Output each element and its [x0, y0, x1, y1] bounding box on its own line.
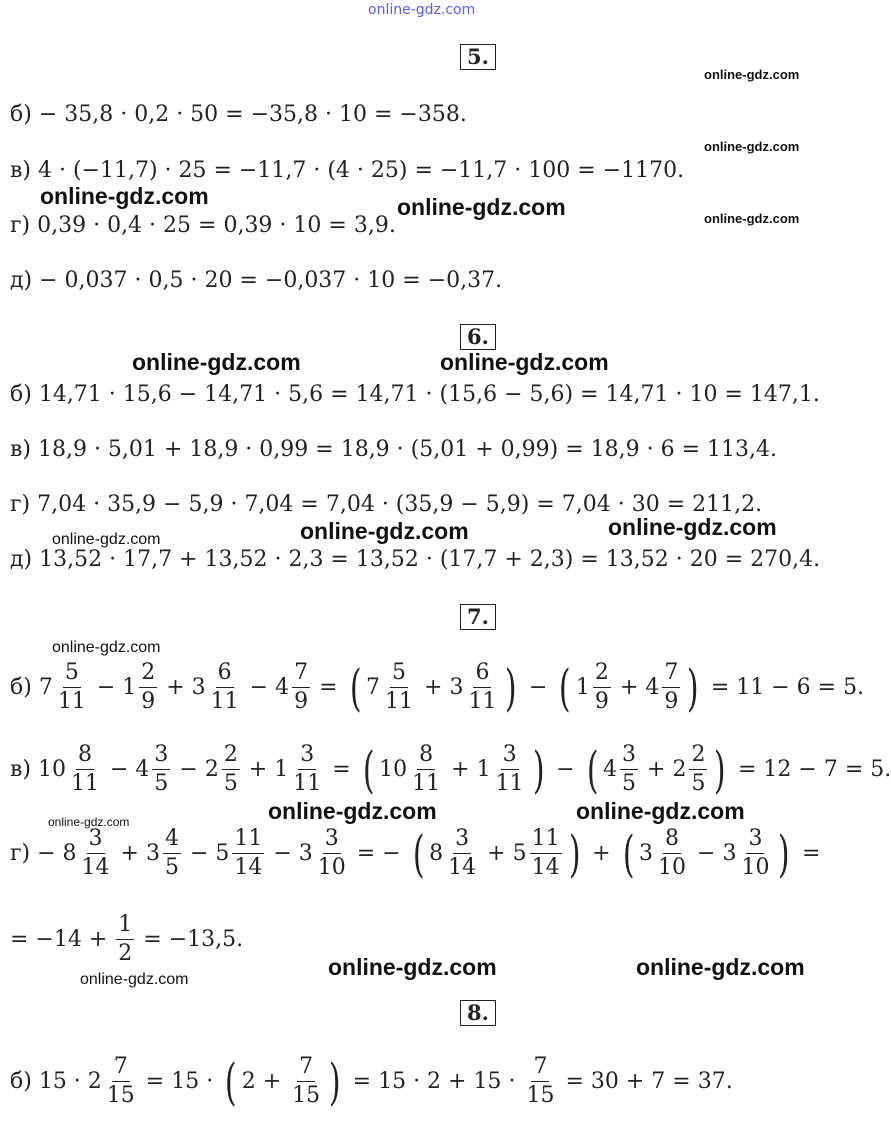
watermark[interactable]: online-gdz.com: [52, 531, 161, 548]
task-5-line-v: в) 4 · (−11,7) · 25 = −11,7 · (4 · 25) = −11,7 · 100 = −1170.: [10, 158, 685, 183]
tail-equals: =: [801, 841, 821, 866]
item-label: в): [10, 757, 31, 782]
result: = 30 + 7 = 37.: [565, 1069, 733, 1094]
watermark[interactable]: online-gdz.com: [328, 954, 497, 980]
watermark[interactable]: online-gdz.com: [704, 139, 800, 154]
watermark[interactable]: online-gdz.com: [576, 798, 745, 824]
result: = 12 − 7 = 5.: [737, 757, 891, 782]
task-5-line-b: б) − 35,8 · 0,2 · 50 = −35,8 · 10 = −358.: [10, 102, 467, 127]
task-5-line-g: г) 0,39 · 0,4 · 25 = 0,39 · 10 = 3,9.: [10, 213, 396, 238]
task-7-line-g-continued: = −14 + $\frac{1}{2}$ = −13,5.: [10, 912, 244, 966]
task-6-line-v: в) 18,9 · 5,01 + 18,9 · 0,99 = 18,9 · (5,01 + 0,99) = 18,9 · 6 = 113,4.: [10, 437, 777, 462]
task-5-number: 5.: [460, 44, 496, 70]
watermark[interactable]: online-gdz.com: [608, 514, 777, 540]
watermark[interactable]: online-gdz.com: [268, 798, 437, 824]
watermark[interactable]: online-gdz.com: [636, 954, 805, 980]
task-7-line-b: б) 7 5 11 − 1 2 9 + 3 6 11 − 4 7 9 = ( 7 5 11 + 3 6 11 ) − ( 1 2 9 + 4 7 9 ) = 11 − 6 = 5.: [10, 658, 865, 717]
watermark[interactable]: online-gdz.com: [48, 815, 130, 829]
result: = 11 − 6 = 5.: [710, 675, 865, 700]
item-label: б): [10, 1069, 32, 1094]
task-5-line-d: д) − 0,037 · 0,5 · 20 = −0,037 · 10 = −0,37.: [10, 268, 503, 293]
watermark[interactable]: online-gdz.com: [52, 639, 161, 656]
item-label: г): [10, 841, 31, 866]
task-7-line-g: г) − 8 3 14 + 3 4 5 − 5 11 14 − 3 3 10 = − ( 8 3 14 + 5 11 14 ) + ( 3 8 10 − 3 3 10 ) =: [10, 824, 821, 883]
watermark[interactable]: online-gdz.com: [300, 518, 469, 544]
watermark[interactable]: online-gdz.com: [440, 349, 609, 375]
task-8-number: 8.: [460, 1000, 496, 1026]
expr-result: = −13,5.: [143, 927, 244, 952]
watermark[interactable]: online-gdz.com: [704, 211, 800, 226]
top-watermark[interactable]: online-gdz.com: [368, 2, 476, 18]
watermark[interactable]: online-gdz.com: [704, 67, 800, 82]
watermark[interactable]: online-gdz.com: [132, 349, 301, 375]
task-6-line-b: б) 14,71 · 15,6 − 14,71 · 5,6 = 14,71 · (15,6 − 5,6) = 14,71 · 10 = 147,1.: [10, 382, 820, 407]
watermark[interactable]: online-gdz.com: [40, 183, 209, 209]
task-6-line-g: г) 7,04 · 35,9 − 5,9 · 7,04 = 7,04 · (35,9 − 5,9) = 7,04 · 30 = 211,2.: [10, 492, 763, 517]
task-8-line-b: б) 15 · 2 7 15 = 15 · ( 2 + 7 15 ) = 15 · 2 + 15 · $\frac{7}{15}$ = 30 + 7 = 37.: [10, 1052, 733, 1111]
watermark[interactable]: online-gdz.com: [397, 194, 566, 220]
task-7-line-v: в) 10 8 11 − 4 3 5 − 2 2 5 + 1 3 11 = ( 10 8 11 + 1 3 11 ) − ( 4 3 5 + 2 2 5 ) = 12 − 7 = 5.: [10, 740, 891, 799]
task-7-number: 7.: [460, 604, 496, 630]
expr-start: = −14 +: [10, 927, 108, 952]
task-6-number: 6.: [460, 324, 496, 350]
item-label: б): [10, 675, 32, 700]
watermark[interactable]: online-gdz.com: [80, 971, 189, 988]
task-6-line-d: д) 13,52 · 17,7 + 13,52 · 2,3 = 13,52 · (17,7 + 2,3) = 13,52 · 20 = 270,4.: [10, 547, 821, 572]
